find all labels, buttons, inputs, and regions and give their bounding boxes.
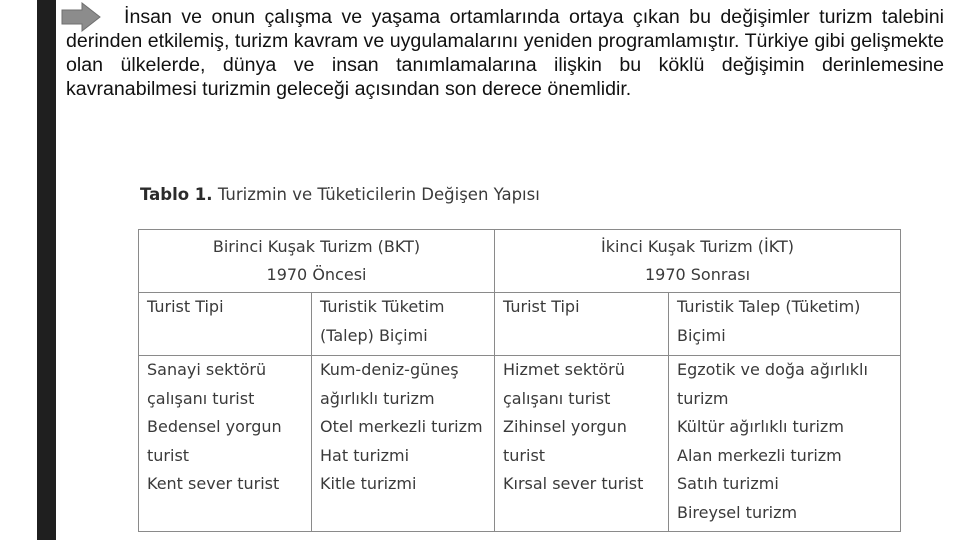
table-column-header-row [139,293,901,356]
group-header-ikt [495,230,901,293]
table-caption-label: Tablo 1. [140,185,213,204]
cell-line: Egzotik ve doğa ağırlıklı [677,360,868,379]
table-caption [140,185,540,204]
cell-line: Kırsal sever turist [503,474,644,493]
cell-line: ağırlıklı turizm [320,388,435,408]
column-header [312,293,495,356]
cell-line: Otel merkezli turizm [320,417,483,436]
cell-line: Turistik Tüketim [320,297,445,316]
cell-line: turizm [677,388,729,408]
table-group-header-row [139,230,901,293]
group-header-bkt [139,230,495,293]
cell-line: Satıh turizmi [677,474,779,493]
left-accent-bar [37,0,56,540]
cell-line: çalışanı turist [503,388,611,408]
cell-line: Kent sever turist [147,474,280,493]
cell-line: Hizmet sektörü [503,360,625,379]
cell-line: turist [147,445,190,465]
cell-line: Turist Tipi [147,297,224,316]
group-title: Birinci Kuşak Turizm (BKT) [212,236,421,256]
table-cell [669,356,901,532]
cell-line: Kitle turizmi [320,474,417,493]
cell-line: Biçimi [677,325,726,345]
cell-line: (Talep) Biçimi [320,325,428,345]
cell-line: turist [503,445,546,465]
cell-line: Kum-deniz-güneş [320,360,459,379]
table-row [139,356,901,532]
body-paragraph: İnsan ve onun çalışma ve yaşama ortamlarında ortaya çıkan bu değişimler turizm talebini derinden etkilemiş, turizm kavram ve uygulamalarını yeniden programlamıştır. Türkiye gibi gelişmekte olan ülkelerde, dünya ve insan tanımlamalarına ilişkin bu köklü değişimin derinlemesine kavranabilmesi turizmin geleceği açısından son derece önemlidir. [66,6,944,100]
table-cell [312,356,495,532]
cell-line: çalışanı turist [147,388,255,408]
cell-line: Turist Tipi [503,297,580,316]
column-header [669,293,901,356]
cell-line: Hat turizmi [320,445,410,465]
group-period: 1970 Öncesi [266,265,367,284]
cell-line: Turistik Talep (Tüketim) [677,297,861,316]
cell-line: Zihinsel yorgun [503,417,627,436]
table-caption-text: Turizmin ve Tüketicilerin Değişen Yapısı [217,185,540,204]
cell-line: Bireysel turizm [677,502,798,522]
table-cell [495,356,669,532]
cell-line: Bedensel yorgun [147,417,282,436]
column-header [139,293,312,356]
group-period: 1970 Sonrası [644,265,751,284]
cell-line: Sanayi sektörü [147,360,267,379]
cell-line: Kültür ağırlıklı turizm [677,417,844,436]
tourism-comparison-table [138,229,901,532]
table-figure [130,173,909,540]
group-title: İkinci Kuşak Turizm (İKT) [600,236,795,256]
table-cell [139,356,312,532]
cell-line: Alan merkezli turizm [677,445,842,465]
column-header [495,293,669,356]
